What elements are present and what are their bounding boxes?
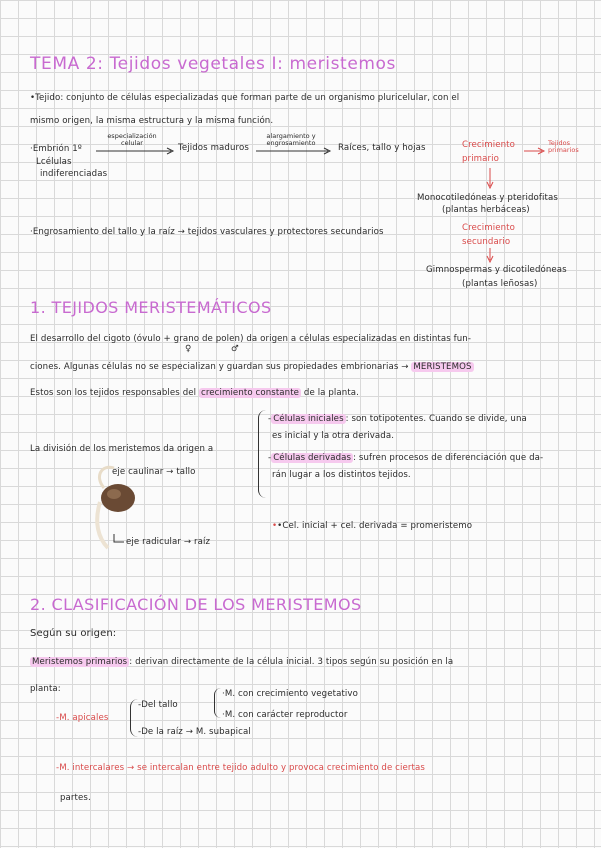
meristemos-highlight: MERISTEMOS: [413, 362, 472, 372]
arrow-down-mono: [486, 168, 494, 190]
page-title: TEMA 2: Tejidos vegetales I: meristemos: [30, 54, 396, 74]
caracter-reproductor: ·M. con carácter reproductor: [222, 710, 348, 720]
celulas-derivadas-rest: : sufren procesos de diferenciación que da-: [353, 453, 544, 463]
s1-p1-line2: [30, 362, 474, 372]
m-intercalares-line2: partes.: [60, 793, 91, 803]
meristemos-primarios-line2: planta:: [30, 684, 61, 694]
embrion-sub-1: Lcélulas: [36, 157, 72, 167]
celulas-iniciales: - Células iniciales : son totipotentes. Cuando se divide, una: [268, 414, 527, 424]
eje-caulinar: eje caulinar → tallo: [112, 467, 196, 477]
arrow-alargamiento: [256, 148, 332, 154]
meristemos-primarios-rest: : derivan directamente de la célula inicial. 3 tipos según su posición en la: [129, 657, 454, 667]
celulas-derivadas-line2: rán lugar a los distintos tejidos.: [272, 470, 411, 480]
promeristemo-bullet: •: [272, 521, 278, 531]
promeristemo-text: •Cel. inicial + cel. derivada = promeristemo: [277, 521, 473, 531]
engrosamiento: ·Engrosamiento del tallo y la raíz → tejidos vasculares y protectores secundarios: [30, 227, 384, 237]
arrow-especializacion: [96, 148, 176, 154]
del-tallo: -Del tallo: [138, 700, 178, 710]
crecimiento-secundario: Crecimiento secundario: [462, 223, 515, 247]
meristemos-primarios-highlight: Meristemos primarios: [32, 657, 128, 667]
tejidos-maduros: Tejidos maduros: [178, 143, 249, 153]
gimnospermas: Gimnospermas y dicotiledóneas: [426, 265, 567, 275]
crecimiento-primario: Crecimiento primario: [462, 140, 515, 164]
arrow-radicular: [112, 534, 126, 548]
organos: Raíces, tallo y hojas: [338, 143, 426, 153]
celulas-derivadas: - Células derivadas : sufren procesos de diferenciación que da-: [268, 453, 544, 463]
eje-radicular: eje radicular → raíz: [126, 537, 211, 547]
arrow-primario: [524, 148, 546, 154]
male-symbol: ♂: [231, 344, 239, 354]
arrow-label-especializacion: especialización celular: [107, 132, 157, 147]
monocotiledoneas-sub: (plantas herbáceas): [442, 205, 530, 215]
celulas-derivadas-highlight: Células derivadas: [273, 453, 352, 463]
embrion-label: ·Embrión 1º: [30, 144, 82, 154]
section-2-heading: 2. CLASIFICACIÓN DE LOS MERISTEMOS: [30, 595, 362, 614]
female-symbol: ♀: [185, 344, 192, 354]
crecimiento-vegetativo: ·M. con crecimiento vegetativo: [222, 689, 358, 699]
m-intercalares-text: -M. intercalares → se intercalan entre tejido adulto y provoca crecimiento de ciertas: [56, 763, 425, 773]
s1-p2-text-a: Estos son los tejidos responsables del: [30, 388, 197, 398]
crecimiento-constante-highlight: crecimiento constante: [201, 388, 300, 398]
m-intercalares: [56, 763, 425, 773]
definition-line-1: •Tejido: conjunto de células especializadas que forman parte de un organismo pluricelular, con el: [30, 93, 460, 103]
division-brace: [258, 410, 267, 498]
gimnospermas-sub: (plantas leñosas): [462, 279, 538, 289]
s1-p2-text-b: de la planta.: [303, 388, 360, 398]
celulas-iniciales-rest: : son totipotentes. Cuando se divide, una: [345, 414, 527, 424]
tejidos-primarios: Tejidos primarios: [548, 139, 579, 154]
arrow-down-gimno: [486, 248, 494, 264]
de-la-raiz: -De la raíz → M. subapical: [138, 727, 251, 737]
segun-origen: Según su origen:: [30, 628, 117, 639]
section-1-heading: 1. TEJIDOS MERISTEMÁTICOS: [30, 298, 272, 317]
m-apicales: -M. apicales: [56, 713, 109, 723]
monocotiledoneas: Monocotiledóneas y pteridofitas: [417, 193, 558, 203]
embrion-sub-2: indiferenciadas: [40, 169, 108, 179]
s1-p1-line2-text: ciones. Algunas células no se especializan y guardan sus propiedades embrionarias →: [30, 362, 409, 372]
s1-p1-line1: El desarrollo del cigoto (óvulo + grano de polen) da origen a células especializadas en distintas fun-: [30, 334, 472, 344]
celulas-iniciales-line2: es inicial y la otra derivada.: [272, 431, 395, 441]
apicales-brace: [130, 699, 138, 737]
tallo-brace: [214, 688, 221, 718]
s1-p2: [30, 388, 359, 398]
promeristemo: [272, 521, 472, 531]
meristemos-primarios: [30, 657, 453, 667]
division-text: La división de los meristemos da origen a: [30, 444, 214, 454]
arrow-label-alargamiento: alargamiento y engrosamiento: [266, 132, 316, 147]
definition-line-2: mismo origen, la misma estructura y la misma función.: [30, 116, 274, 126]
celulas-iniciales-highlight: Células iniciales: [273, 414, 344, 424]
